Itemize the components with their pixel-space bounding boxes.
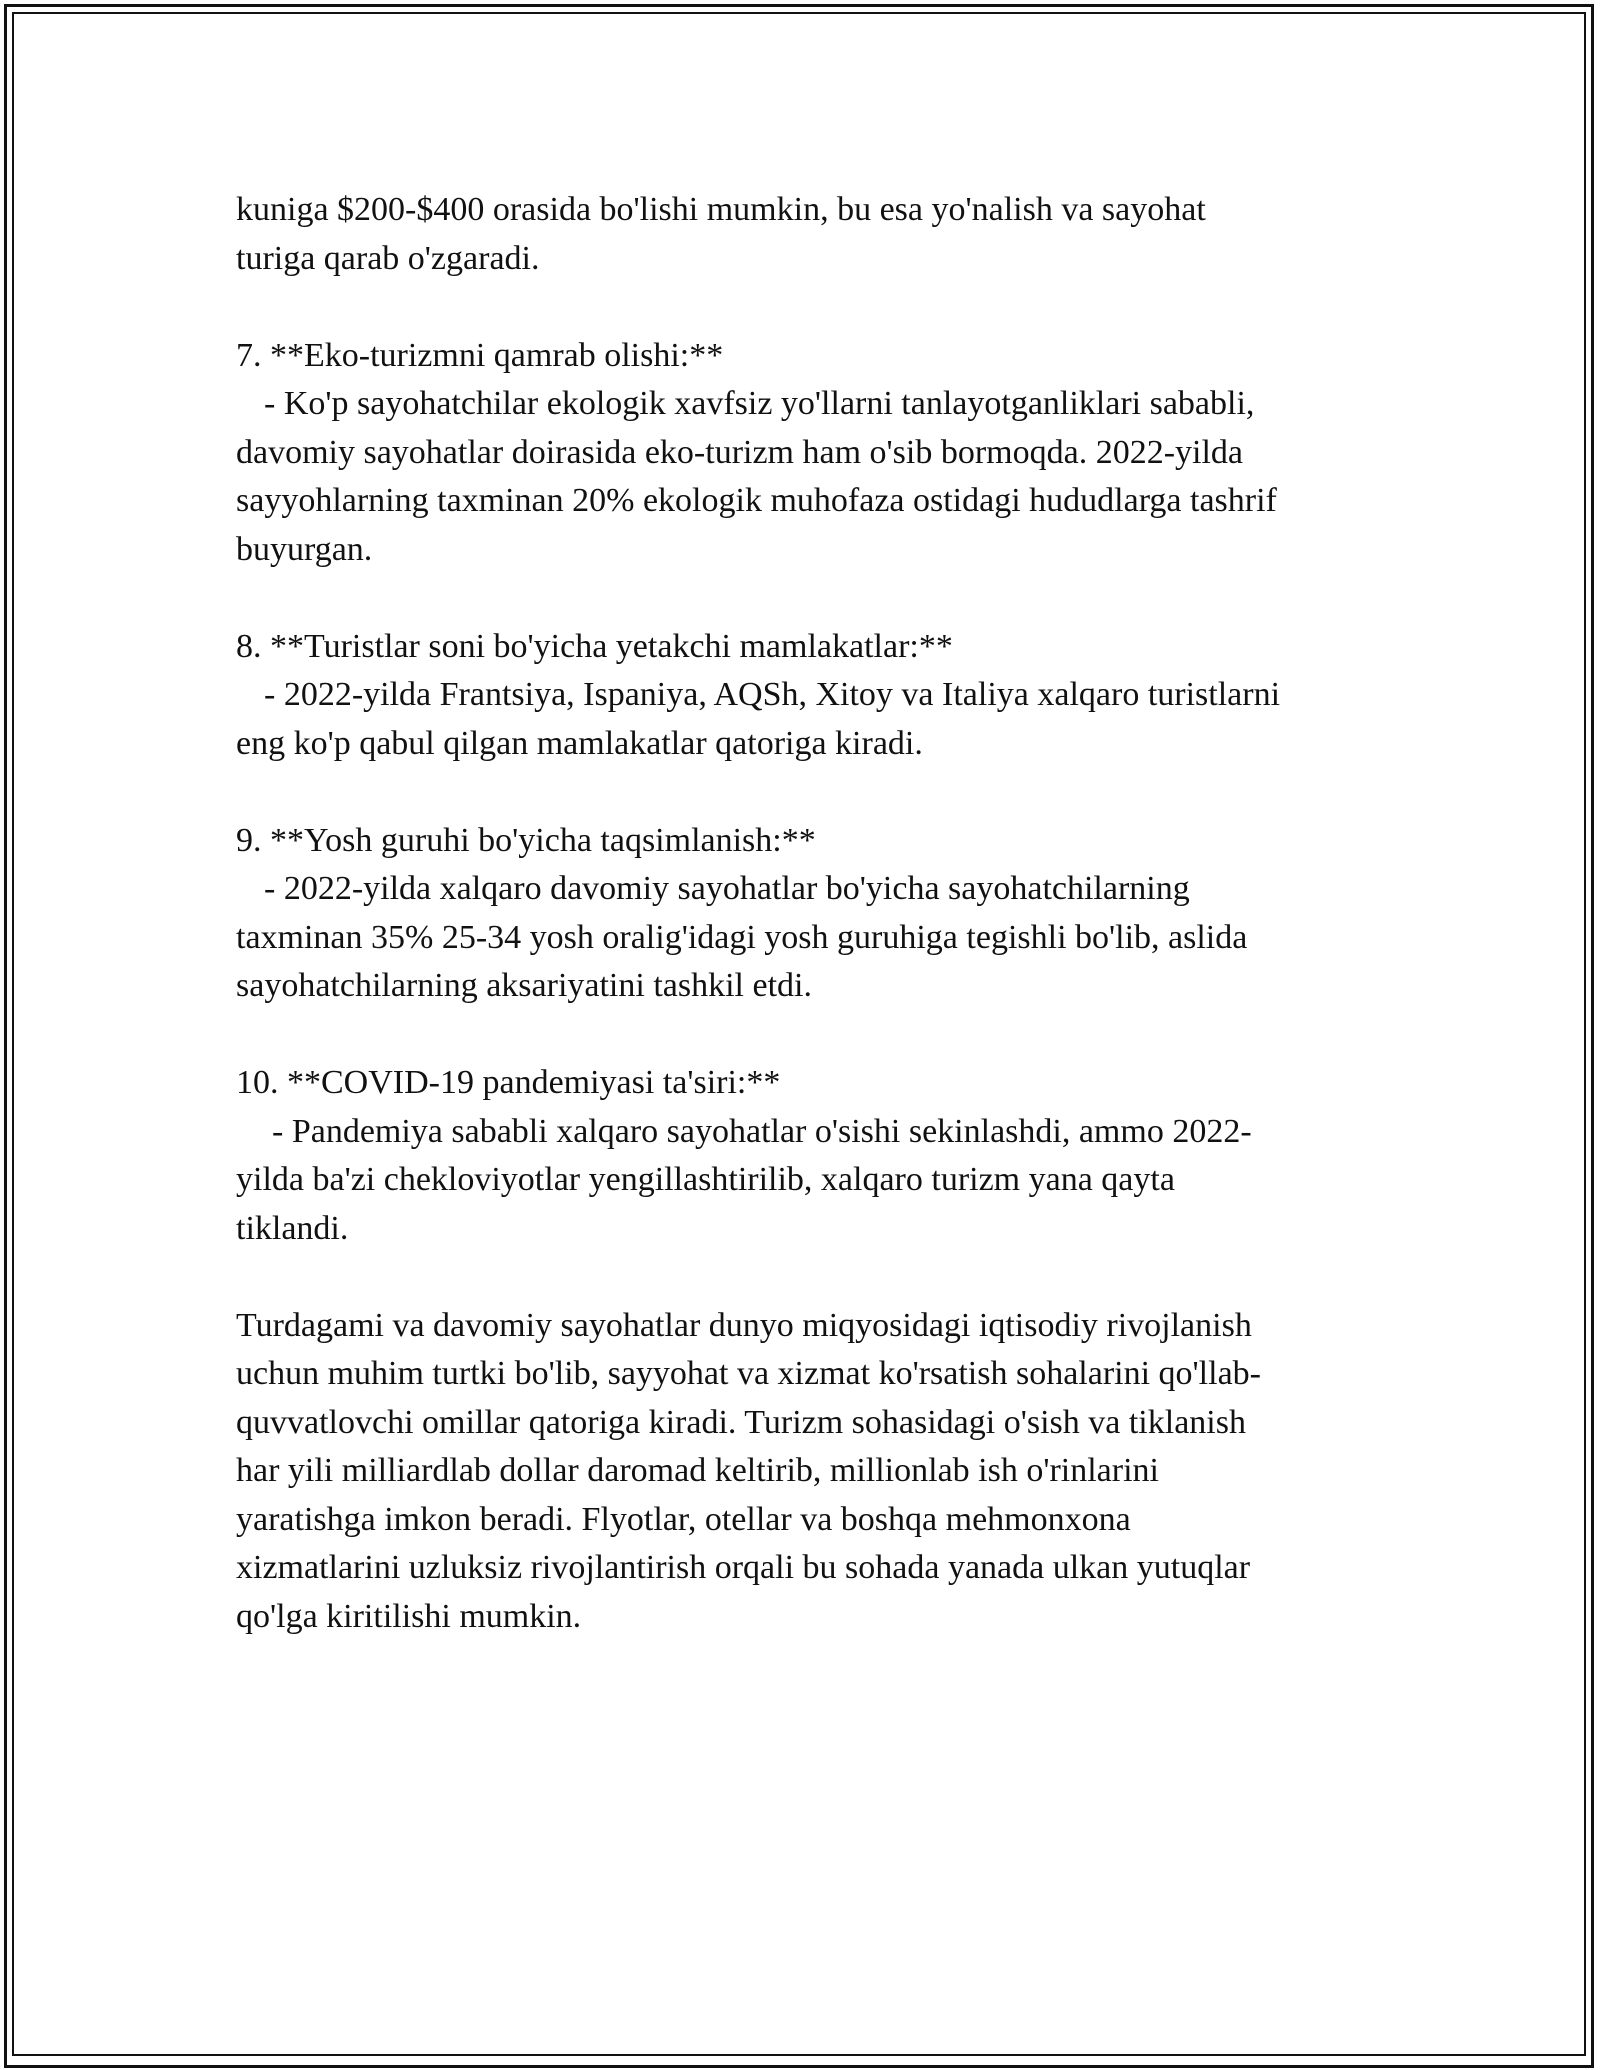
text-line: - Pandemiya sababli xalqaro sayohatlar o'sishi sekinlashdi, ammo 2022- <box>272 1112 1252 1150</box>
list-item-heading: 10. **COVID-19 pandemiyasi ta'siri:** <box>236 1064 781 1101</box>
text-line: yilda ba'zi chekloviyotlar yengillashtirilib, xalqaro turizm yana qayta <box>236 1161 1175 1198</box>
text-line: tiklandi. <box>236 1209 349 1247</box>
document-body <box>236 186 1386 1641</box>
text-line: davomiy sayohatlar doirasida eko-turizm ham o'sib bormoqda. 2022-yilda <box>236 433 1244 471</box>
text-line: quvvatlovchi omillar qatoriga kiradi. Turizm sohasidagi o'sish va tiklanish <box>236 1403 1246 1441</box>
opening-paragraph <box>236 186 1386 283</box>
text-line: xizmatlarini uzluksiz rivojlantirish orqali bu sohada yanada ulkan yutuqlar <box>236 1549 1251 1586</box>
text-line: buyurgan. <box>236 530 373 568</box>
text-line: - Ko'p sayohatchilar ekologik xavfsiz yo'llarni tanlayotganliklari sababli, <box>264 385 1255 422</box>
text-line: Turdagami va davomiy sayohatlar dunyo miqyosidagi iqtisodiy rivojlanish <box>236 1306 1252 1344</box>
text-line: yaratishga imkon beradi. Flyotlar, otellar va boshqa mehmonxona <box>236 1500 1131 1538</box>
text-line: - 2022-yilda xalqaro davomiy sayohatlar bo'yicha sayohatchilarning <box>264 870 1190 907</box>
list-item-9 <box>236 817 1386 1011</box>
list-item-10 <box>236 1059 1386 1253</box>
text-line: taxminan 35% 25-34 yosh oralig'idagi yosh guruhiga tegishli bo'lib, aslida <box>236 918 1248 956</box>
list-item-7 <box>236 332 1386 575</box>
text-line: eng ko'p qabul qilgan mamlakatlar qatoriga kiradi. <box>236 724 923 762</box>
text-line: kuniga $200-$400 orasida bo'lishi mumkin, bu esa yo'nalish va sayohat <box>236 191 1206 228</box>
text-line: har yili milliardlab dollar daromad keltirib, millionlab ish o'rinlarini <box>236 1452 1159 1489</box>
text-line: turiga qarab o'zgaradi. <box>236 239 540 277</box>
list-item-8 <box>236 623 1386 769</box>
list-item-heading: 9. **Yosh guruhi bo'yicha taqsimlanish:** <box>236 821 816 859</box>
text-line: sayyohlarning taxminan 20% ekologik muhofaza ostidagi hududlarga tashrif <box>236 482 1277 519</box>
closing-paragraph <box>236 1302 1386 1642</box>
list-item-heading: 8. **Turistlar soni bo'yicha yetakchi mamlakatlar:** <box>236 627 953 665</box>
text-line: sayohatchilarning aksariyatini tashkil etdi. <box>236 967 812 1004</box>
text-line: - 2022-yilda Frantsiya, Ispaniya, AQSh, Xitoy va Italiya xalqaro turistlarni <box>264 676 1281 713</box>
list-item-heading: 7. **Eko-turizmni qamrab olishi:** <box>236 336 724 374</box>
text-line: uchun muhim turtki bo'lib, sayyohat va xizmat ko'rsatish sohalarini qo'llab- <box>236 1355 1261 1392</box>
text-line: qo'lga kiritilishi mumkin. <box>236 1597 582 1635</box>
